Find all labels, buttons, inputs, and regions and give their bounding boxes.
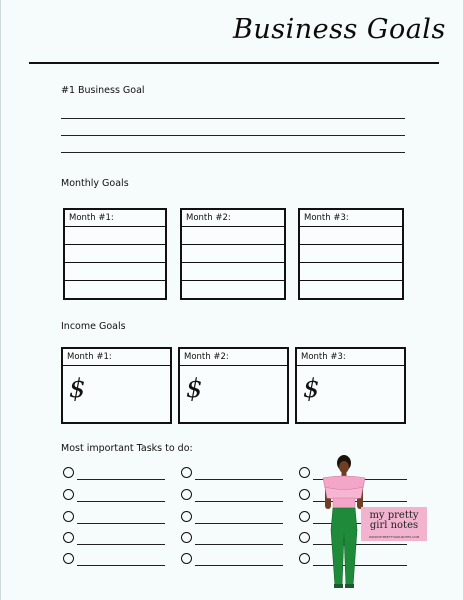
row-divider	[300, 244, 402, 245]
task-checkbox[interactable]	[181, 511, 192, 522]
dollar-sign: $	[69, 374, 86, 404]
task-checkbox[interactable]	[299, 489, 310, 500]
row-divider	[182, 280, 284, 281]
business-goal-line-1[interactable]	[61, 118, 405, 119]
row-divider	[65, 226, 165, 227]
month-header: Month #2:	[186, 213, 231, 223]
row-divider	[182, 262, 284, 263]
business-goal-line-3[interactable]	[61, 152, 405, 153]
task-checkbox[interactable]	[181, 489, 192, 500]
row-divider	[65, 262, 165, 263]
task-checkbox[interactable]	[63, 511, 74, 522]
tasks-label: Most important Tasks to do:	[61, 443, 193, 454]
task-line[interactable]	[195, 544, 283, 545]
row-divider	[182, 226, 284, 227]
business-goal-label: #1 Business Goal	[61, 85, 145, 96]
row-divider	[65, 244, 165, 245]
row-divider	[63, 365, 170, 366]
month-header: Month #3:	[301, 352, 346, 362]
row-divider	[297, 365, 404, 366]
task-checkbox[interactable]	[181, 553, 192, 564]
row-divider	[300, 226, 402, 227]
row-divider	[182, 244, 284, 245]
page-title: Business Goals	[233, 14, 446, 45]
logo-line-1: my pretty	[369, 510, 419, 521]
income-goals-label: Income Goals	[61, 321, 126, 332]
task-line[interactable]	[77, 479, 165, 480]
task-line[interactable]	[195, 523, 283, 524]
month-header: Month #3:	[304, 213, 349, 223]
row-divider	[180, 365, 287, 366]
task-line[interactable]	[77, 501, 165, 502]
month-header: Month #2:	[184, 352, 229, 362]
monthly-goal-box-2[interactable]	[180, 208, 286, 300]
task-line[interactable]	[195, 565, 283, 566]
task-checkbox[interactable]	[299, 553, 310, 564]
task-line[interactable]	[77, 523, 165, 524]
task-checkbox[interactable]	[181, 532, 192, 543]
task-checkbox[interactable]	[299, 532, 310, 543]
dollar-sign: $	[186, 374, 203, 404]
income-goal-box-3[interactable]	[295, 347, 406, 424]
task-checkbox[interactable]	[63, 532, 74, 543]
income-goal-box-1[interactable]	[61, 347, 172, 424]
business-goal-line-2[interactable]	[61, 135, 405, 136]
row-divider	[65, 280, 165, 281]
task-checkbox[interactable]	[299, 467, 310, 478]
logo-url: WWW.MYPRETTYGIRLNOTES.COM	[368, 535, 420, 539]
task-checkbox[interactable]	[63, 467, 74, 478]
task-checkbox[interactable]	[181, 467, 192, 478]
logo-wordmark	[361, 511, 427, 531]
monthly-goals-label: Monthly Goals	[61, 178, 129, 189]
task-line[interactable]	[195, 501, 283, 502]
task-line[interactable]	[195, 479, 283, 480]
task-checkbox[interactable]	[63, 553, 74, 564]
title-divider	[29, 62, 439, 64]
row-divider	[300, 280, 402, 281]
task-checkbox[interactable]	[63, 489, 74, 500]
task-line[interactable]	[77, 544, 165, 545]
logo-line-2: girl notes	[369, 520, 419, 531]
month-header: Month #1:	[69, 213, 114, 223]
monthly-goal-box-1[interactable]	[63, 208, 167, 300]
task-line[interactable]	[77, 565, 165, 566]
fashion-illustration	[319, 454, 367, 590]
brand-logo	[361, 507, 427, 541]
month-header: Month #1:	[67, 352, 112, 362]
row-divider	[300, 262, 402, 263]
monthly-goal-box-3[interactable]	[298, 208, 404, 300]
task-checkbox[interactable]	[299, 511, 310, 522]
income-goal-box-2[interactable]	[178, 347, 289, 424]
dollar-sign: $	[303, 374, 320, 404]
